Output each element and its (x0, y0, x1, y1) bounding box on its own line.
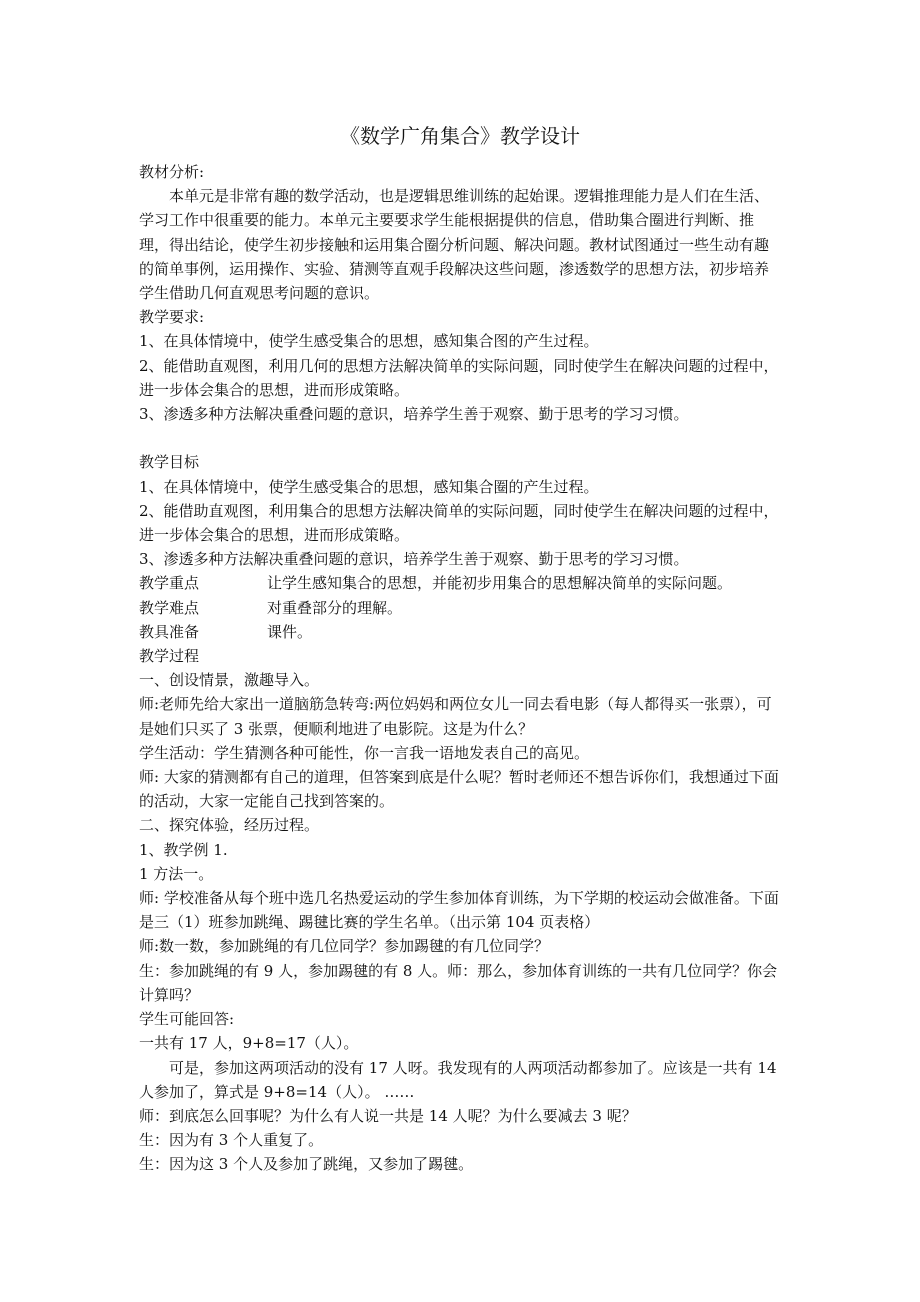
blank-line (139, 426, 782, 450)
process-paragraph: 生：因为有 3 个人重复了。 (139, 1131, 324, 1150)
info-value: 课件。 (267, 622, 313, 641)
process-paragraph: 师: 大家的猜测都有自己的道理，但答案到底是什么呢？暂时老师还不想告诉你们，我想通过下面的活动，大家一定能自己找到答案的。 (139, 768, 779, 811)
process-paragraph: 1、教学例 1. (139, 840, 228, 859)
info-label: 教具准备 (139, 622, 200, 641)
goal-item: 1、在具体情境中，使学生感受集合的思想，感知集合圈的产生过程。 (139, 477, 599, 496)
document-body (139, 160, 782, 1177)
analysis-paragraph: 本单元是非常有趣的数学活动，也是逻辑思维训练的起始课。逻辑推理能力是人们在生活、学习工作中很重要的能力。本单元主要要求学生能根据提供的信息，借助集合圈进行判断、推理，得出结论，使学生初步接触和运用集合圈分析问题、解决问题。教材试图通过一些生动有趣的简单事例，运用操作、实验、猜测等直观手段解决这些问题，渗透数学的思想方法，初步培养学生借助几何直观思考问题的意识。 (139, 187, 770, 303)
info-value: 对重叠部分的理解。 (267, 598, 403, 617)
info-row-materials (139, 620, 782, 644)
info-label: 教学难点 (139, 598, 200, 617)
requirements-heading: 教学要求: (139, 308, 205, 327)
process-heading: 教学过程 (139, 647, 200, 666)
process-paragraph: 生：参加跳绳的有 9 人，参加踢毽的有 8 人。师：那么，参加体育训练的一共有几位同学？你会计算吗？ (139, 961, 778, 1004)
requirement-item: 3、渗透多种方法解决重叠问题的意识，培养学生善于观察、勤于思考的学习习惯。 (139, 405, 689, 424)
process-paragraph: 师: 学校准备从每个班中选几名热爱运动的学生参加体育训练，为下学期的校运动会做准备。下面是三（1）班参加跳绳、踢毽比赛的学生名单。（出示第 104 页表格） (139, 889, 779, 932)
requirement-item: 1、在具体情境中，使学生感受集合的思想，感知集合图的产生过程。 (139, 332, 599, 351)
info-value: 让学生感知集合的思想，并能初步用集合的思想解决简单的实际问题。 (267, 574, 733, 593)
process-paragraph: 师:老师先给大家出一道脑筋急转弯:两位妈妈和两位女儿一同去看电影（每人都得买一张票），可是她们只买了 3 张票，便顺利地进了电影院。这是为什么？ (139, 695, 772, 738)
goal-item: 3、渗透多种方法解决重叠问题的意识，培养学生善于观察、勤于思考的学习习惯。 (139, 550, 689, 569)
goals-heading: 教学目标 (139, 453, 200, 472)
requirement-item: 2、能借助直观图，利用几何的思想方法解决简单的实际问题，同时使学生在解决问题的过程中，进一步体会集合的思想，进而形成策略。 (139, 356, 779, 399)
process-paragraph: 生：因为这 3 个人及参加了跳绳，又参加了踢毽。 (139, 1155, 474, 1174)
process-paragraph: 一、创设情景，激趣导入。 (139, 671, 320, 690)
process-paragraph: 二、探究体验，经历过程。 (139, 816, 320, 835)
process-paragraph: 1 方法一。 (139, 864, 214, 883)
goal-item: 2、能借助直观图，利用集合的思想方法解决简单的实际问题，同时使学生在解决问题的过程中，进一步体会集合的思想，进而形成策略。 (139, 501, 779, 545)
info-row-difficulty (139, 596, 782, 620)
process-paragraph: 师：到底怎么回事呢？为什么有人说一共是 14 人呢？为什么要减去 3 呢？ (139, 1106, 637, 1125)
process-section (139, 668, 782, 1176)
info-row-key-point (139, 571, 782, 595)
process-paragraph: 可是，参加这两项活动的没有 17 人呀。我发现有的人两项活动都参加了。应该是一共有 14 人参加了，算式是 9+8=14（人）。 …… (139, 1058, 777, 1101)
process-paragraph: 师:数一数，参加跳绳的有几位同学？参加踢毽的有几位同学？ (139, 937, 550, 956)
document-title: 《数学广角集合》教学设计 (340, 124, 580, 148)
analysis-heading: 教材分析: (139, 163, 205, 181)
process-paragraph: 学生可能回答: (139, 1010, 235, 1029)
info-label: 教学重点 (139, 574, 200, 593)
process-paragraph: 一共有 17 人，9+8=17（人）。 (139, 1034, 359, 1053)
process-paragraph: 学生活动：学生猜测各种可能性，你一言我一语地发表自己的高见。 (139, 743, 590, 762)
